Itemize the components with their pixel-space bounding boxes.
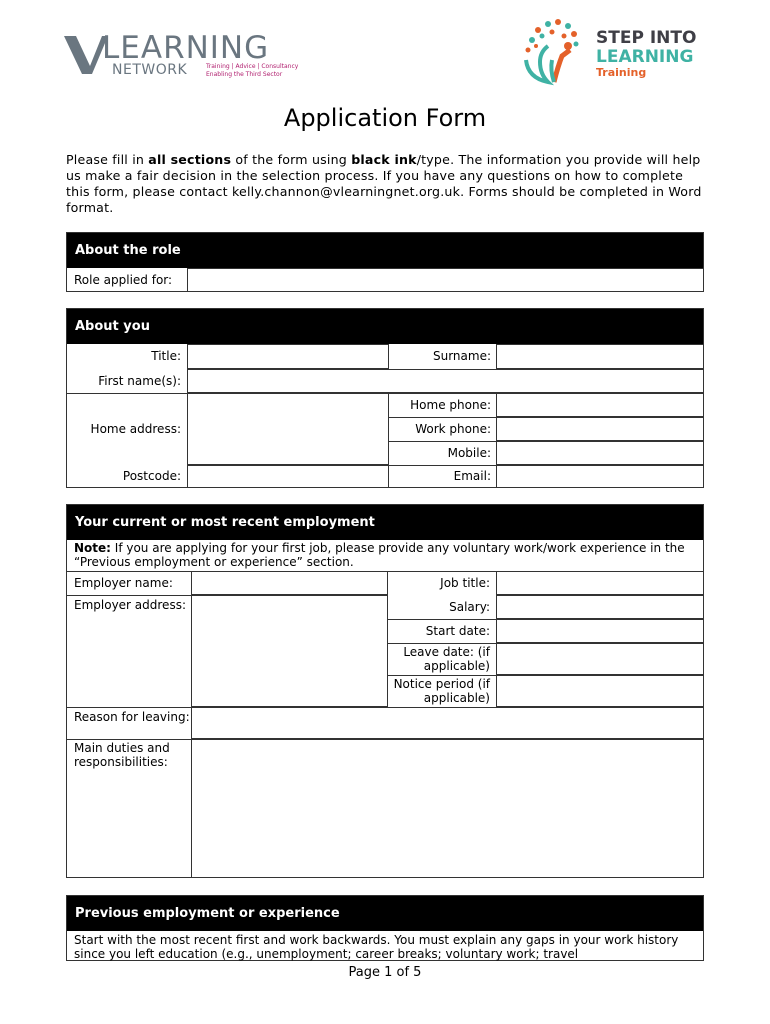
section-header: Your current or most recent employment (67, 505, 703, 540)
logo-learning-text: LEARNING (102, 30, 270, 66)
start-date-label: Start date: (425, 624, 490, 638)
tree-person-icon (518, 16, 590, 88)
title-label: Title: (151, 349, 181, 363)
section-current-employment (66, 504, 704, 878)
logo-step-into-text: STEP INTO (596, 28, 697, 48)
first-names-field[interactable] (187, 369, 704, 393)
salary-field[interactable] (496, 595, 704, 619)
job-title-field[interactable] (496, 571, 704, 595)
logo-learning-text: LEARNING (596, 47, 694, 67)
divider (389, 441, 497, 442)
postcode-label: Postcode: (122, 469, 181, 483)
role-applied-field[interactable] (187, 268, 704, 292)
page-title: Application Form (283, 104, 487, 132)
home-address-label: Home address: (90, 422, 181, 436)
home-address-field[interactable] (187, 393, 389, 465)
email-field[interactable] (496, 465, 704, 488)
section-header: Previous employment or experience (67, 896, 703, 931)
mobile-field[interactable] (496, 441, 704, 465)
divider (389, 465, 497, 466)
logo-tagline-2: Enabling the Third Sector (206, 71, 283, 78)
role-applied-label: Role applied for: (74, 273, 173, 287)
duties-field[interactable] (191, 739, 704, 878)
page-number: Page 1 of 5 (348, 965, 422, 980)
intro-bold-2: black ink (351, 152, 417, 167)
section-about-role (66, 232, 704, 292)
intro-paragraph (66, 152, 706, 216)
duties-label: Main duties and responsibilities: (74, 741, 170, 769)
surname-field[interactable] (496, 344, 704, 369)
logo-tagline-1: Training | Advice | Consultancy (206, 63, 299, 70)
section-previous-employment (66, 895, 704, 961)
reason-leaving-field[interactable] (191, 707, 704, 739)
logo-network-text: NETWORK (112, 62, 188, 78)
reason-leaving-label: Reason for leaving: (74, 710, 190, 724)
divider (388, 643, 496, 644)
vlearning-network-logo (64, 30, 299, 82)
employer-address-label: Employer address: (74, 598, 186, 612)
divider (388, 675, 496, 676)
note-text: If you are applying for your first job, please provide any voluntary work/work experience in the “Previous employment or experience” section. (74, 541, 685, 569)
home-phone-field[interactable] (496, 393, 704, 417)
work-phone-label: Work phone: (415, 422, 491, 436)
postcode-field[interactable] (187, 465, 389, 488)
leave-date-field[interactable] (496, 643, 704, 675)
note-bold: Note: (74, 541, 111, 555)
mobile-label: Mobile: (447, 446, 491, 460)
previous-instructions: Start with the most recent first and work backwards. You must explain any gaps in your work history since you left education (e.g., unemployment; career breaks; voluntary work; travel (74, 933, 679, 961)
section-about-you (66, 308, 704, 488)
intro-text-3: /type. The information you provide will help us make a fair decision in the selection process. If you have any questions on how to complete this form, please contact kelly.channon@vlearningnet.org.uk. Forms should be completed in Word format. (66, 152, 702, 215)
notice-period-field[interactable] (496, 675, 704, 707)
first-names-label: First name(s): (98, 374, 181, 388)
logo-training-text: Training (596, 66, 647, 79)
divider (67, 595, 191, 596)
salary-label: Salary: (449, 600, 490, 614)
intro-text-2: of the form using (231, 152, 352, 167)
employer-name-field[interactable] (191, 571, 388, 595)
employment-note (67, 541, 704, 571)
intro-text-1: Please fill in (66, 152, 149, 167)
email-label: Email: (453, 469, 491, 483)
step-into-learning-logo (518, 16, 708, 88)
leave-date-label: Leave date: (if applicable) (403, 645, 490, 673)
intro-bold-1: all sections (148, 152, 232, 167)
job-title-label: Job title: (440, 576, 490, 590)
notice-period-label: Notice period (if applicable) (393, 677, 490, 705)
work-phone-field[interactable] (496, 417, 704, 441)
employer-address-field[interactable] (191, 595, 388, 707)
surname-label: Surname: (432, 349, 491, 363)
divider (389, 417, 497, 418)
employer-name-label: Employer name: (74, 576, 173, 590)
section-header: About the role (67, 233, 703, 268)
section-header: About you (67, 309, 703, 344)
title-field[interactable] (187, 344, 389, 369)
home-phone-label: Home phone: (410, 398, 491, 412)
start-date-field[interactable] (496, 619, 704, 643)
